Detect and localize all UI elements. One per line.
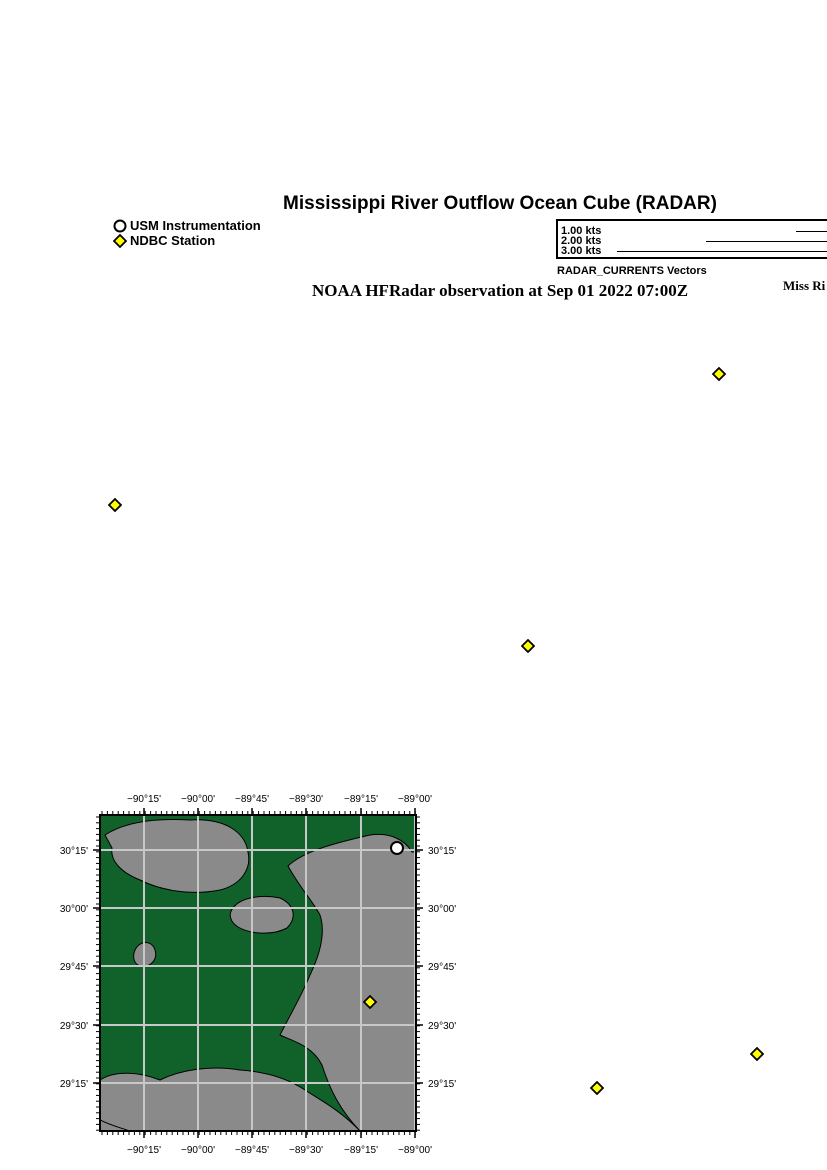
lon-tick-bottom: −90°00' xyxy=(181,1145,215,1156)
inset-map-body xyxy=(100,815,416,1131)
map-subtitle: NOAA HFRadar observation at Sep 01 2022 07:00Z xyxy=(311,281,689,300)
vector-scale-label-1: 1.00 kts xyxy=(561,225,602,237)
ndbc-station-marker[interactable] xyxy=(108,498,122,512)
lon-tick-top: −90°00' xyxy=(181,794,215,805)
lat-tick-left: 29°15' xyxy=(59,1079,88,1090)
lat-tick-left: 30°00' xyxy=(59,904,88,915)
legend-ndbc xyxy=(113,233,215,248)
lat-tick-right: 29°45' xyxy=(428,962,457,973)
lon-tick-top: −89°30' xyxy=(289,794,323,805)
vector-scale-caption: RADAR_CURRENTS Vectors xyxy=(557,265,707,277)
ndbc-station-marker[interactable] xyxy=(750,1047,764,1061)
inset-map xyxy=(40,790,480,1165)
lat-tick-right: 29°30' xyxy=(428,1021,457,1032)
lon-tick-bottom: −90°15' xyxy=(127,1145,161,1156)
ndbc-station-marker[interactable] xyxy=(590,1081,604,1095)
vector-scale-label-3: 3.00 kts xyxy=(561,245,602,257)
lat-tick-left: 30°15' xyxy=(59,846,88,857)
lon-tick-bottom: −89°15' xyxy=(344,1145,378,1156)
legend-usm xyxy=(113,218,261,233)
lon-tick-top: −89°00' xyxy=(398,794,432,805)
lon-tick-bottom: −89°00' xyxy=(398,1145,432,1156)
lat-tick-left: 29°30' xyxy=(59,1021,88,1032)
lon-tick-bottom: −89°30' xyxy=(289,1145,323,1156)
lat-tick-right: 30°15' xyxy=(428,846,457,857)
vector-scale-line-2 xyxy=(706,241,827,242)
lat-tick-right: 29°15' xyxy=(428,1079,457,1090)
vector-scale-box xyxy=(556,219,827,259)
legend-ndbc-label: NDBC Station xyxy=(130,233,216,248)
vector-scale-label-2: 2.00 kts xyxy=(561,235,602,247)
ndbc-diamond-icon xyxy=(113,234,127,248)
vector-scale-line-3 xyxy=(617,251,827,252)
usm-instrument-marker[interactable] xyxy=(391,842,403,854)
ndbc-station-marker[interactable] xyxy=(712,367,726,381)
lon-tick-bottom: −89°45' xyxy=(235,1145,269,1156)
lat-tick-left: 29°45' xyxy=(59,962,88,973)
usm-circle-icon xyxy=(113,219,127,233)
region-label: Miss Ri xyxy=(783,278,826,293)
lon-tick-top: −89°45' xyxy=(235,794,269,805)
lon-tick-top: −90°15' xyxy=(127,794,161,805)
map-title: Mississippi River Outflow Ocean Cube (RADAR) xyxy=(283,193,717,214)
lat-tick-right: 30°00' xyxy=(428,904,457,915)
lon-tick-top: −89°15' xyxy=(344,794,378,805)
vector-scale-line-1 xyxy=(796,231,827,232)
ndbc-station-marker[interactable] xyxy=(521,639,535,653)
legend-usm-label: USM Instrumentation xyxy=(130,218,261,233)
